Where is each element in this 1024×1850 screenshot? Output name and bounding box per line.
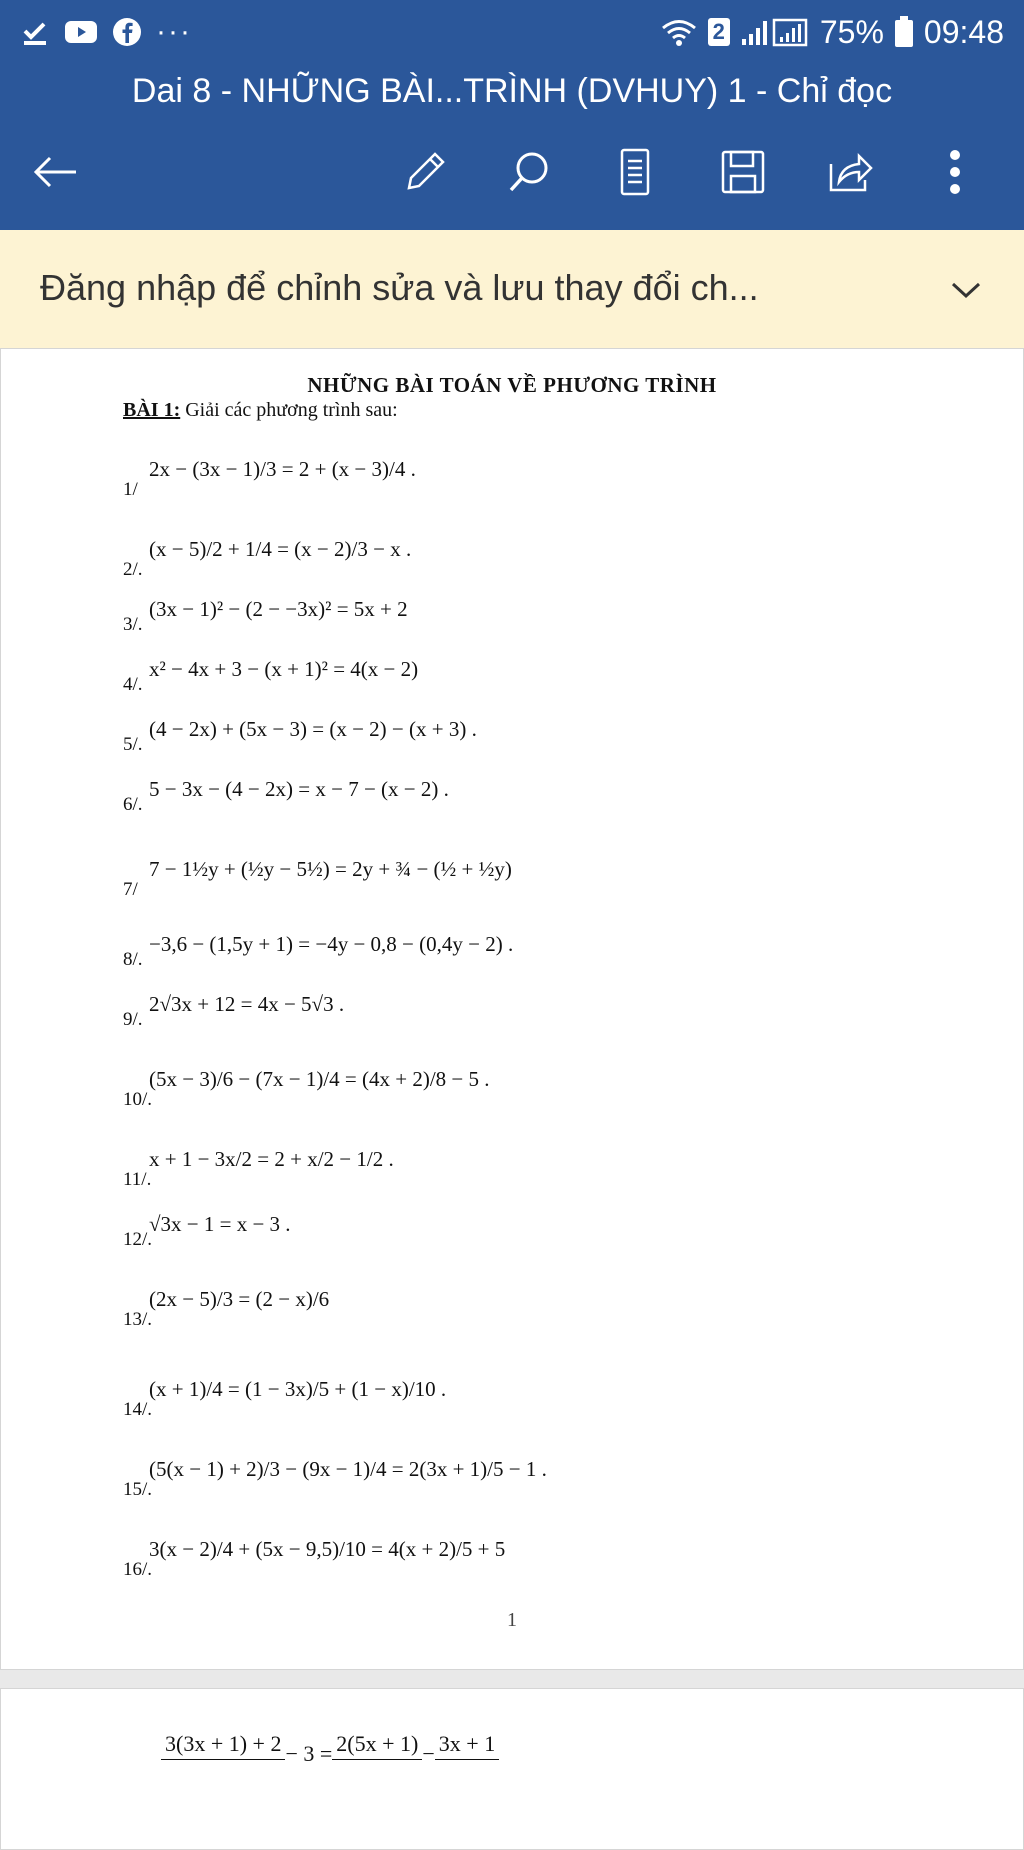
document-title: Dai 8 - NHỮNG BÀI...TRÌNH (DVHUY) 1 - Chỉ đọc bbox=[131, 72, 893, 110]
sign-in-banner[interactable] bbox=[0, 230, 1024, 349]
problem-equation: 7 − 1½y + (½y − 5½) = 2y + ¾ − (½ + ½y) bbox=[149, 856, 512, 881]
expand-banner-button[interactable] bbox=[944, 268, 988, 312]
page-number: 1 bbox=[507, 1609, 517, 1631]
battery-icon bbox=[894, 16, 914, 48]
equation-operator: − 3 = bbox=[285, 1741, 333, 1766]
problem-number: 4/. bbox=[123, 674, 143, 695]
problem-number: 7/ bbox=[123, 879, 138, 900]
battery-percent: 75% bbox=[819, 13, 884, 50]
problem-number: 11/. bbox=[123, 1169, 152, 1190]
problem-equation: −3,6 − (1,5y + 1) = −4y − 0,8 − (0,4y − 2) . bbox=[149, 931, 514, 956]
problem-equation: (x − 5)/2 + 1/4 = (x − 2)/3 − x . bbox=[149, 536, 412, 561]
download-done-icon bbox=[20, 17, 50, 47]
problem-item bbox=[123, 754, 823, 824]
problem-equation: x² − 4x + 3 − (x + 1)² = 4(x − 2) bbox=[149, 656, 419, 681]
fraction-numerator: 3x + 1 bbox=[435, 1731, 499, 1760]
document-heading: NHỮNG BÀI TOÁN VỀ PHƯƠNG TRÌNH bbox=[307, 373, 717, 397]
problem-number: 14/. bbox=[123, 1399, 153, 1420]
save-icon bbox=[719, 148, 767, 196]
clock: 09:48 bbox=[923, 13, 1004, 50]
status-bar bbox=[0, 0, 1024, 64]
search-button[interactable] bbox=[495, 138, 565, 206]
wifi-icon bbox=[660, 17, 698, 47]
sign-in-banner-text: Đăng nhập để chỉnh sửa và lưu thay đổi ch... bbox=[40, 267, 759, 308]
save-button[interactable] bbox=[708, 138, 778, 206]
reading-view-button[interactable] bbox=[600, 138, 670, 206]
problem-number: 13/. bbox=[123, 1309, 153, 1330]
problem-item bbox=[123, 1189, 823, 1259]
signal-icon bbox=[740, 17, 810, 47]
section-text: Giải các phương trình sau: bbox=[180, 399, 398, 421]
pen-icon bbox=[401, 148, 449, 196]
problem-equation: 2√3x + 12 = 4x − 5√3 . bbox=[149, 991, 345, 1016]
edit-button[interactable] bbox=[390, 138, 460, 206]
problem-number: 12/. bbox=[123, 1229, 153, 1250]
problem-number: 6/. bbox=[123, 794, 143, 815]
toolbar bbox=[0, 138, 1024, 206]
problem-equation: (5x − 3)/6 − (7x − 1)/4 = (4x + 2)/8 − 5 . bbox=[149, 1066, 490, 1091]
problem-item bbox=[123, 1349, 823, 1429]
status-notifications bbox=[20, 14, 192, 50]
problem-number: 15/. bbox=[123, 1479, 153, 1500]
problem-number: 8/. bbox=[123, 949, 143, 970]
app-header bbox=[0, 0, 1024, 230]
more-options-button[interactable] bbox=[920, 138, 990, 206]
document-page-2 bbox=[0, 1688, 1024, 1850]
search-icon bbox=[506, 148, 554, 196]
youtube-icon bbox=[64, 19, 98, 45]
problem-item bbox=[123, 1259, 823, 1339]
problem-item bbox=[123, 1509, 823, 1589]
problem-item bbox=[123, 969, 823, 1039]
problem-item bbox=[123, 1039, 823, 1119]
problem-item bbox=[123, 1119, 823, 1199]
problem-equation: 5 − 3x − (4 − 2x) = x − 7 − (x − 2) . bbox=[149, 776, 449, 801]
problem-equation: x + 1 − 3x/2 = 2 + x/2 − 1/2 . bbox=[149, 1146, 394, 1171]
problem-equation: 3(x − 2)/4 + (5x − 9,5)/10 = 4(x + 2)/5 + 5 bbox=[149, 1536, 506, 1561]
equation-operator: − bbox=[422, 1741, 435, 1766]
problem-item bbox=[123, 829, 823, 909]
section-label: BÀI 1: bbox=[123, 399, 181, 421]
back-arrow-icon bbox=[30, 152, 80, 192]
share-button[interactable] bbox=[815, 138, 885, 206]
problem-number: 9/. bbox=[123, 1009, 143, 1030]
reading-view-icon bbox=[615, 147, 655, 197]
problem-equation: (2x − 5)/3 = (2 − x)/6 bbox=[149, 1286, 330, 1311]
more-vert-icon bbox=[947, 149, 963, 195]
problem-number: 16/. bbox=[123, 1559, 153, 1580]
chevron-down-icon bbox=[949, 279, 983, 301]
problem-number: 1/ bbox=[123, 479, 138, 500]
facebook-icon bbox=[112, 17, 142, 47]
problem-number: 3/. bbox=[123, 614, 143, 635]
problem-equation: (x + 1)/4 = (1 − 3x)/5 + (1 − x)/10 . bbox=[149, 1376, 447, 1401]
fraction-numerator: 3(3x + 1) + 2 bbox=[161, 1731, 285, 1760]
problem-number: 2/. bbox=[123, 559, 143, 580]
problem-equation: (3x − 1)² − (2 − −3x)² = 5x + 2 bbox=[149, 596, 408, 621]
share-icon bbox=[825, 148, 875, 196]
status-system bbox=[660, 12, 1004, 52]
problem-number: 5/. bbox=[123, 734, 143, 755]
problem-equation: 2x − (3x − 1)/3 = 2 + (x − 3)/4 . bbox=[149, 456, 416, 481]
section-heading bbox=[123, 399, 398, 422]
problem-equation: (5(x − 1) + 2)/3 − (9x − 1)/4 = 2(3x + 1)/5 − 1 . bbox=[149, 1456, 547, 1481]
problem-equation: (4 − 2x) + (5x − 3) = (x − 2) − (x + 3) . bbox=[149, 716, 477, 741]
problem-item bbox=[123, 1429, 823, 1509]
problem-equation: √3x − 1 = x − 3 . bbox=[149, 1211, 291, 1236]
problem-number: 10/. bbox=[123, 1089, 153, 1110]
problem-item bbox=[123, 429, 823, 509]
back-button[interactable] bbox=[20, 138, 90, 206]
document-page-1 bbox=[0, 348, 1024, 1670]
more-notifications-indicator: ··· bbox=[156, 15, 192, 48]
sim-badge: 2 bbox=[708, 18, 730, 46]
fraction-numerator: 2(5x + 1) bbox=[332, 1731, 422, 1760]
problem-equation-partial bbox=[161, 1731, 499, 1767]
